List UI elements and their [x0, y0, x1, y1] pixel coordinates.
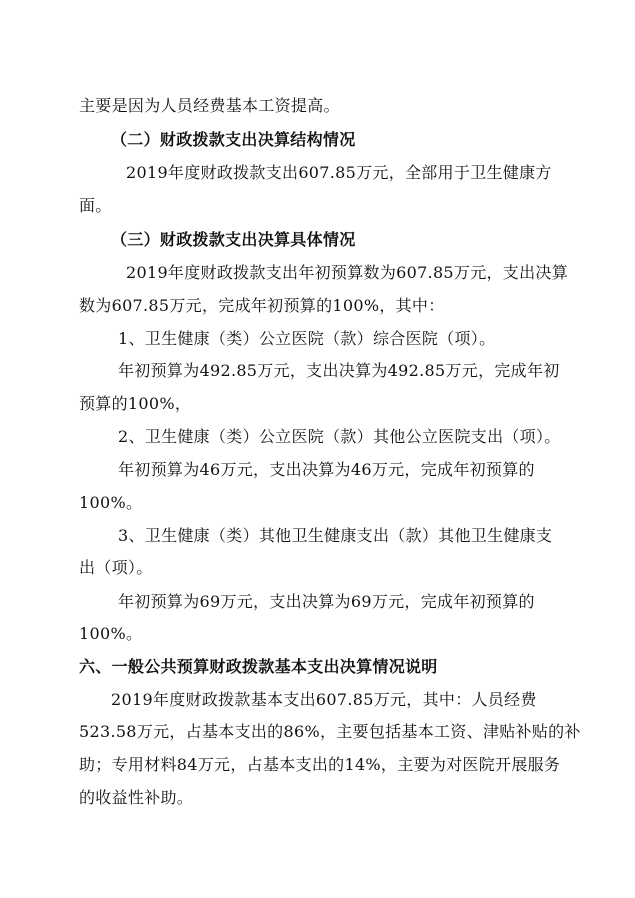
paragraph-line: 预算的100%，: [79, 394, 192, 413]
list-item-line: 2、卫生健康（类）公立医院（款）其他公立医院支出（项）。: [118, 427, 561, 446]
paragraph-line: 100%。: [79, 624, 143, 643]
section-heading: （二）财政拨款支出决算结构情况: [111, 130, 356, 149]
paragraph-line: 的收益性补助。: [79, 788, 194, 807]
section-heading: （三）财政拨款支出决算具体情况: [111, 230, 356, 249]
paragraph-line: 2019年度财政拨款基本支出607.85万元，其中：人员经费: [111, 690, 537, 709]
paragraph-line: 523.58万元，占基本支出的86%，主要包括基本工资、津贴补贴的补: [79, 722, 581, 741]
paragraph-line: 数为607.85万元，完成年初预算的100%，其中：: [79, 296, 445, 315]
paragraph-line: 出（项）。: [79, 558, 153, 577]
paragraph-line: 助；专用材料84万元，占基本支出的14%，主要为对医院开展服务: [79, 755, 561, 774]
list-item-line: 3、卫生健康（类）其他卫生健康支出（款）其他卫生健康支: [118, 526, 553, 545]
paragraph-line: 2019年度财政拨款支出607.85万元，全部用于卫生健康方: [126, 163, 552, 182]
paragraph-line: 主要是因为人员经费基本工资提高。: [79, 96, 340, 115]
section-heading: 六、一般公共预算财政拨款基本支出决算情况说明: [79, 657, 438, 676]
paragraph-line: 年初预算为69万元，支出决算为69万元，完成年初预算的: [118, 592, 535, 611]
paragraph-line: 年初预算为46万元，支出决算为46万元，完成年初预算的: [118, 460, 535, 479]
list-item-line: 1、卫生健康（类）公立医院（款）综合医院（项）。: [118, 329, 496, 348]
paragraph-line: 面。: [79, 196, 112, 215]
paragraph-line: 年初预算为492.85万元，支出决算为492.85万元，完成年初: [118, 361, 560, 380]
paragraph-line: 100%。: [79, 493, 143, 512]
paragraph-line: 2019年度财政拨款支出年初预算数为607.85万元，支出决算: [126, 263, 569, 282]
